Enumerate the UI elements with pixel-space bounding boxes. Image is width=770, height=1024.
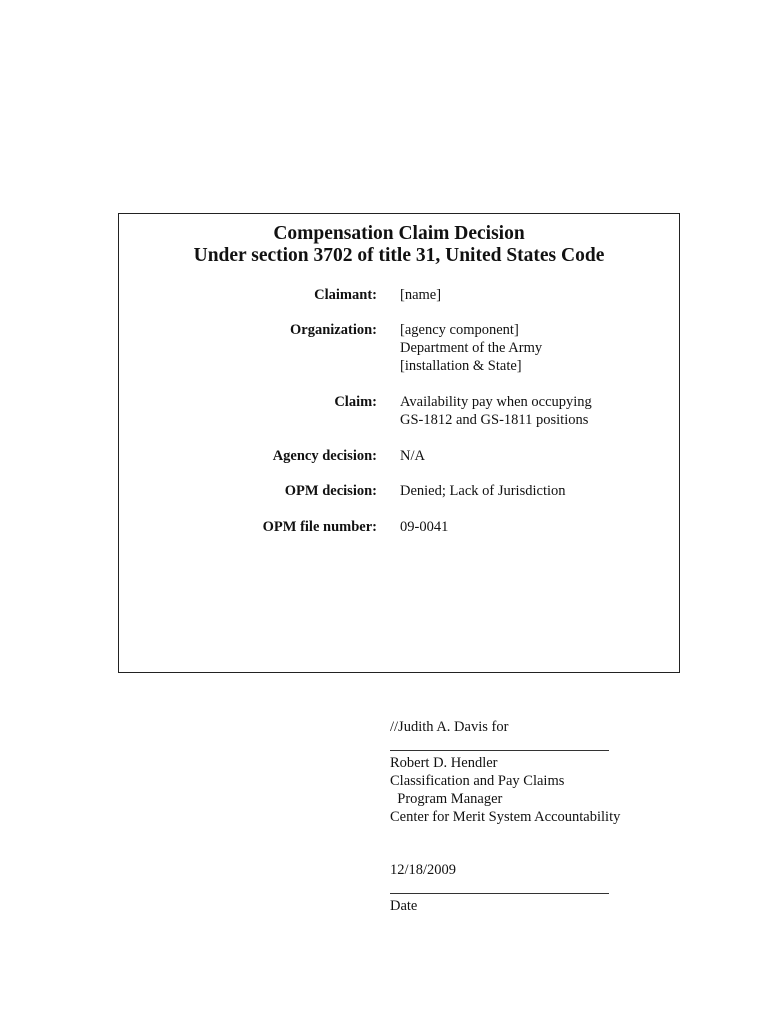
signer-org: Center for Merit System Accountability [390, 809, 621, 825]
field-value-opm-file-number [400, 518, 448, 536]
claim-summary-box [118, 213, 680, 673]
field-value-claim [400, 393, 592, 429]
signer-title-line-1: Classification and Pay Claims [390, 773, 565, 789]
field-label-opm-file-number: OPM file number: [262, 519, 377, 535]
field-label-opm-decision: OPM decision: [284, 483, 377, 499]
field-value-agency-decision [400, 447, 425, 465]
organization-line-1: [agency component] [400, 322, 519, 338]
signer-name: Robert D. Hendler [390, 755, 498, 771]
agency-decision-line-1: N/A [400, 448, 425, 464]
claimant-line-1: [name] [400, 287, 442, 303]
organization-line-2: Department of the Army [400, 340, 543, 356]
signature-line [390, 750, 609, 751]
document-subtitle: Under section 3702 of title 31, United States Code [193, 245, 605, 266]
document-title: Compensation Claim Decision [273, 223, 525, 244]
field-label-claim: Claim: [334, 394, 377, 410]
opm-decision-line-1: Denied; Lack of Jurisdiction [400, 483, 566, 499]
organization-line-3: [installation & State] [400, 358, 522, 374]
date-value: 12/18/2009 [390, 862, 457, 878]
field-label-organization: Organization: [290, 322, 377, 338]
field-value-opm-decision [400, 482, 566, 500]
date-value-wrapper [390, 861, 456, 879]
claim-line-2: GS-1812 and GS-1811 positions [400, 412, 589, 428]
date-line [390, 893, 609, 894]
field-value-organization [400, 321, 542, 375]
opm-file-number-line-1: 09-0041 [400, 519, 449, 535]
field-label-claimant: Claimant: [314, 287, 377, 303]
date-label: Date [390, 898, 418, 914]
signature-signed-by [390, 718, 508, 736]
signed-by-text: //Judith A. Davis for [390, 719, 509, 735]
signer-title-line-2: Program Manager [390, 791, 503, 807]
field-value-claimant [400, 286, 441, 304]
claim-line-1: Availability pay when occupying [400, 394, 592, 410]
field-label-agency-decision: Agency decision: [272, 448, 377, 464]
date-label-wrapper [390, 897, 417, 915]
signature-block [390, 754, 620, 826]
